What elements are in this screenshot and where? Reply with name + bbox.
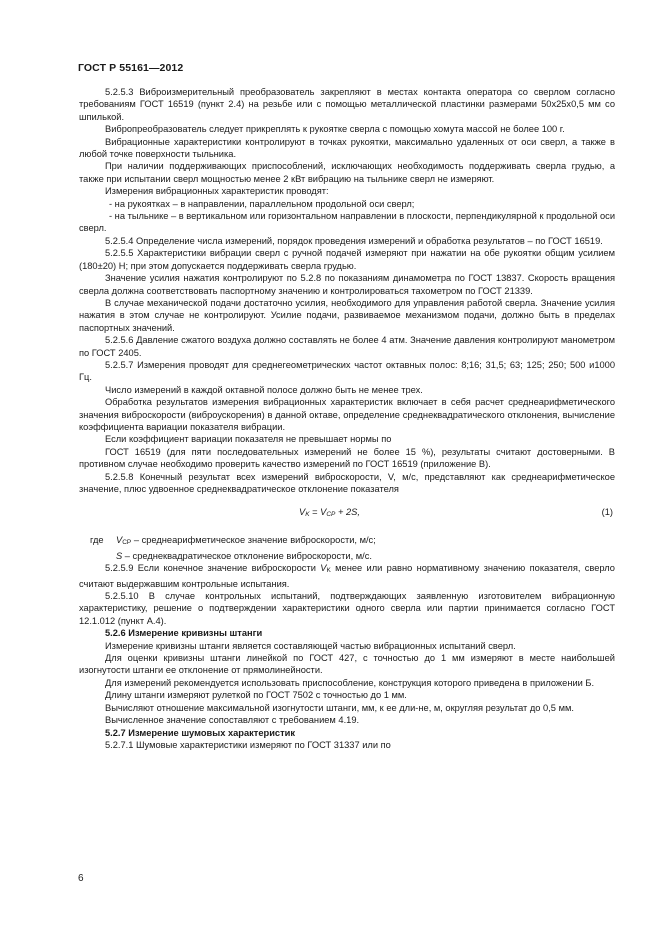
list-item: - на тыльнике – в вертикальном или горизонтальном направлении в плоскости, перпендикулярной к продольной оси сверл. [79, 211, 616, 234]
formula-row [79, 506, 615, 520]
list-item: - на рукоятках – в направлении, параллельном продольной оси сверл; [109, 198, 415, 209]
paragraph: 5.2.5.10 В случае контрольных испытаний, подтверждающих заявленную изготовителем вибрационную характеристику, решение о подтверждении характеристики одного сверла или партии принимается согласно ГОСТ 12.1.012 (пункт А.4). [79, 591, 615, 626]
paragraph: 5.2.5.6 Давление сжатого воздуха должно составлять не более 4 атм. Значение давления контролируют манометром по ГОСТ 2405. [79, 335, 615, 358]
paragraph: 5.2.7.1 Шумовые характеристики измеряют по ГОСТ 31337 или по [105, 739, 391, 750]
paragraph: Длину штанги измеряют рулеткой по ГОСТ 7502 с точностью до 1 мм. [105, 690, 407, 701]
paragraph: 5.2.5.4 Определение числа измерений, порядок проведения измерений и обработка результатов – по ГОСТ 16519. [105, 235, 603, 246]
paragraph: Вычисленное значение сопоставляют с требованием 4.19. [105, 715, 360, 726]
paragraph: Для оценки кривизны штанги линейкой по ГОСТ 427, с точностью до 1 мм измеряют в месте наибольшей изогнутости штанги ее отклонение от прямолинейности. [79, 653, 615, 676]
paragraph: ГОСТ 16519 (для пяти последовательных измерений не более 15 %), результаты считают достоверными. В противном случае необходимо проверить качество измерений по ГОСТ 16519 (приложение В). [79, 446, 615, 470]
paragraph: Вибропреобразователь следует прикреплять к рукоятке сверла с помощью хомута массой не более 100 г. [105, 124, 565, 135]
paragraph: При наличии поддерживающих приспособлений, исключающих необходимость поддерживать сверла грудью, а также при испытании сверл мощностью менее 2 кВт вибрацию на тыльнике сверл не измеряют. [79, 161, 615, 184]
where-line: где $V_{CP}$ – среднеарифметическое значение виброскорости, м/с; [90, 535, 376, 547]
paragraph: Число измерений в каждой октавной полосе должно быть не менее трех. [105, 384, 423, 395]
paragraph: В случае механической подачи достаточно усилия, необходимого для управления работой сверла. Значение усилия нажатия в этом случае не контролируют. Усилие подачи, развиваемое механизмом подачи, должно быть в пределах паспортных значений. [79, 297, 615, 333]
paragraph: 5.2.5.8 Конечный результат всех измерений виброскорости, V, м/с, представляют как среднеарифметическое значение, плюс удвоенное среднеквадратическое отклонение показателя [79, 471, 615, 494]
paragraph: Обработка результатов измерения вибрационных характеристик включает в себя расчет среднеарифметического значения виброскорости (виброускорения) в данной октаве, определение среднеквадратического отклонения, вычисление коэффициента вариации показателя вибрации. [79, 397, 615, 432]
paragraph: Вычисляют отношение максимальной изогнутости штанги, мм, к ее дли-не, м, округляя результат до 0,5 мм. [105, 702, 574, 713]
paragraph: 5.2.5.3 Виброизмерительный преобразователь закрепляют в местах контакта оператора со сверлом согласно требованиям ГОСТ 16519 (пункт 2.4) на резьбе или с помощью металлической пластинки размерами 50x25x0,5 мм со шпилькой. [79, 87, 615, 122]
paragraph: Измерение кривизны штанги является составляющей частью вибрационных испытаний сверл. [105, 640, 516, 651]
formula-number: (1) [601, 507, 613, 518]
paragraph: 5.2.5.9 Если конечное значение виброскорости $V_K$ менее или равно нормативному значению показателя, сверло считают выдержавшим контрольные испытания. [79, 563, 615, 589]
section-heading: 5.2.6 Измерение кривизны штанги [105, 628, 263, 639]
paragraph: Для измерений рекомендуется использовать приспособление, конструкция которого приведена в приложении Б. [105, 677, 595, 688]
paragraph: Если коэффициент вариации показателя не превышает нормы по [105, 434, 392, 445]
paragraph: Измерения вибрационных характеристик проводят: [105, 186, 329, 197]
paragraph: Значение усилия нажатия контролируют по 5.2.8 по показаниям динамометра по ГОСТ 13837. Скорость вращения сверла должна соответствовать паспортному значению и контролироваться тахометром по ГОСТ 21339. [79, 273, 615, 296]
paragraph: 5.2.5.5 Характеристики вибрации сверл с ручной подачей измеряют при нажатии на обе рукоятки общим усилием (180±20) Н; при этом допускается поддерживать сверла грудью. [79, 248, 615, 271]
formula: $V_K = V_{CP} + 2S$, [299, 507, 360, 519]
where-line: S – среднеквадратическое отклонение виброскорости, м/с. [116, 550, 372, 561]
paragraph: Вибрационные характеристики контролируют в точках рукоятки, максимально удаленных от оси сверл, а также в любой точке поверхности тыльника. [79, 136, 615, 160]
section-heading: 5.2.7 Измерение шумовых характеристик [105, 727, 296, 738]
document-header: ГОСТ Р 55161—2012 [78, 62, 184, 74]
document-body [79, 86, 615, 751]
paragraph: 5.2.5.7 Измерения проводят для среднегеометрических частот октавных полос: 8;16; 31,5; 63; 125; 250; 500 и1000 Гц. [79, 359, 615, 383]
page-number: 6 [78, 873, 84, 884]
